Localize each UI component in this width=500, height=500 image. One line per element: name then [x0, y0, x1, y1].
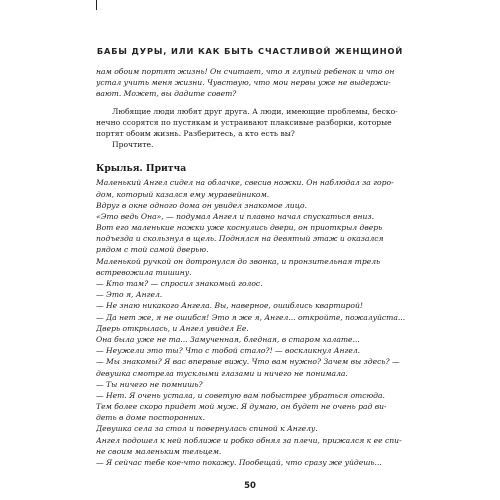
text-line: портят обоим жизнь. Разберитесь, а кто есть вы?: [96, 128, 295, 138]
text-line: — Ты ничего не помнишь?: [96, 379, 203, 389]
text-line: девушка смотрела тусклыми глазами и ничего не понимала.: [96, 368, 348, 378]
text-line: — Это я, Ангел.: [96, 290, 163, 300]
text-line: Маленький Ангел сидел на облачке, свесив ножки. Он наблюдал за горо-: [96, 178, 394, 188]
text-line: не своим маленьким тельцем.: [96, 446, 222, 456]
text-line: Любящие люди любят друг друга. А люди, имеющие проблемы, беско-: [112, 106, 398, 116]
text-line: Девушка села за стол и повернулась спиной к Ангелу.: [96, 424, 318, 434]
text-line: деть в доме посторонних.: [96, 413, 205, 423]
crop-mark: [96, 0, 97, 10]
text-line: Маленькой ручкой он дотронулся до звонка, и пронзительная трель: [96, 256, 381, 266]
text-line: встревожила тишину.: [96, 267, 192, 277]
text-line: Вот его маленькие ножки уже коснулись двери, он приоткрыл дверь: [96, 223, 383, 233]
page-number: 50: [244, 481, 256, 491]
parable-text: [96, 177, 416, 468]
text-line: Прочтите.: [112, 140, 154, 150]
text-line: вают. Может, вы дадите совет?: [96, 89, 237, 99]
letter-text: [96, 66, 416, 100]
text-line: нам обоим портят жизнь! Он считает, что я глупый ребенок и что он: [96, 67, 395, 76]
text-line: — Нет. Я очень устала, и советую вам побыстрее убраться отсюда.: [96, 390, 385, 400]
text-line: — Мы знакомы? Я вас впервые вижу. Что вам нужно? Зачем вы здесь? —: [96, 357, 400, 367]
text-line: рядом с той самой дверью.: [96, 245, 209, 255]
text-line: Дверь открылась, и Ангел увидел Ее.: [96, 323, 249, 333]
text-line: — Кто там? — спросил знакомый голос.: [96, 279, 263, 288]
running-header: БАБЫ ДУРЫ, ИЛИ КАК БЫТЬ СЧАСТЛИВОЙ ЖЕНЩИНОЙ: [96, 46, 404, 56]
text-line: Ангел подошел к ней поближе и робко обнял за плечи, прижался к ее спи-: [96, 435, 402, 445]
text-line: дом, который казался ему муравейником.: [96, 189, 270, 199]
text-line: — Не знаю никакого Ангела. Вы, наверное, ошиблись квартирой!: [96, 301, 363, 311]
text-line: — Неужели это ты? Что с тобой стало?! — воскликнул Ангел.: [96, 346, 361, 356]
text-line: — Да нет же, я не ошибся! Это я же я, Ангел... откройте, пожалуйста...: [96, 312, 406, 322]
text-line: Вдруг в окне одного дома он увидел знакомое лицо.: [96, 200, 307, 210]
page-body: [96, 66, 416, 468]
text-line: — Я сейчас тебе кое-что покажу. Пообещай, что сразу же уйдешь...: [96, 458, 382, 467]
text-line: подъезда и скользнул в щель. Поднялся на девятый этаж и оказался: [96, 234, 384, 244]
text-line: Она была уже не та... Замученная, бледная, в старом халате...: [96, 334, 360, 344]
section-heading: Крылья. Притча: [96, 163, 187, 175]
answer-text: [96, 106, 416, 151]
text-line: нечно ссорятся по пустякам и устраивают плаксивые разборки, которые: [96, 117, 392, 127]
text-line: Тем более скоро придет мой муж. Я думаю, он будет не очень рад ви-: [96, 402, 387, 412]
text-line: «Это ведь Она», — подумал Ангел и плавно начал спускаться вниз.: [96, 211, 374, 221]
text-line: устал учить меня жизни. Чувствую, что мои нервы уже не выдержи-: [96, 78, 391, 88]
